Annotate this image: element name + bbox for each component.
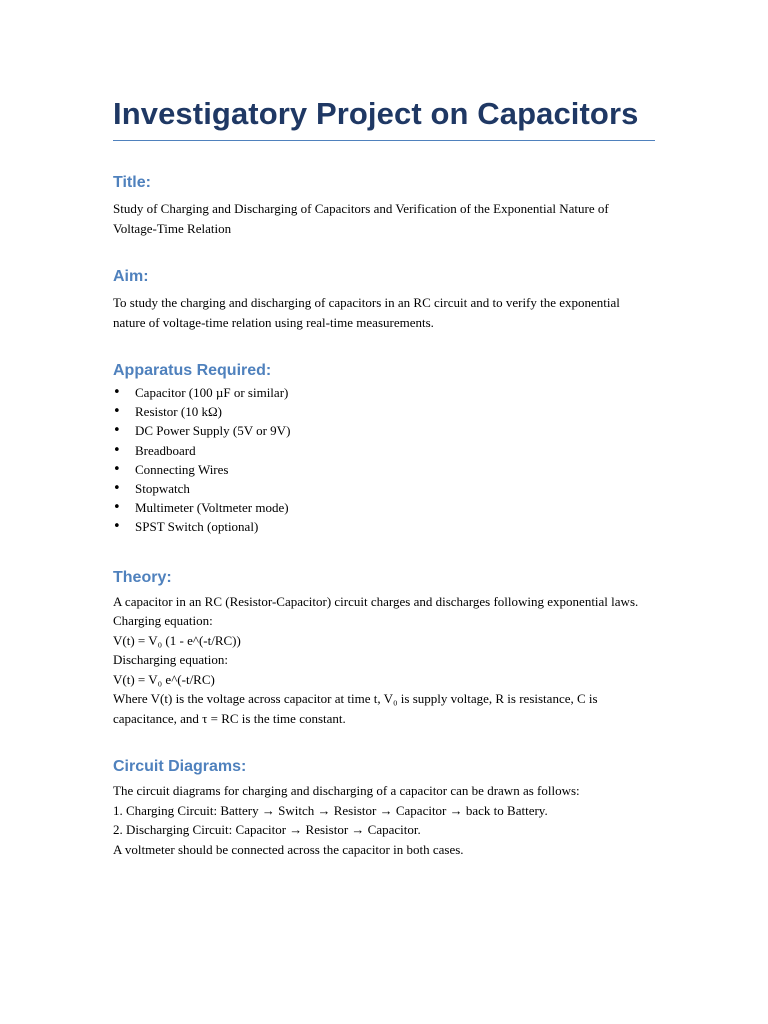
section-aim <box>113 267 655 332</box>
discharging-equation: V(t) = V₀ e^(-t/RC) <box>113 671 215 687</box>
list-item-text: Multimeter (Voltmeter mode) <box>135 500 289 516</box>
list-item-text: Resistor (10 kΩ) <box>135 404 222 420</box>
section-apparatus <box>113 361 655 537</box>
bullet-icon: • <box>113 442 121 458</box>
section-title <box>113 173 655 238</box>
theory-line: Discharging equation: <box>113 652 228 668</box>
section-heading-apparatus: Apparatus Required: <box>113 362 272 379</box>
list-item <box>113 383 655 402</box>
bullet-icon: • <box>113 385 121 400</box>
theory-line: A capacitor in an RC (Resistor-Capacitor) circuit charges and discharges following exponential laws. <box>113 593 639 609</box>
section-heading-aim: Aim: <box>113 268 149 285</box>
list-item-text: Capacitor (100 µF or similar) <box>135 385 289 400</box>
charging-equation: V(t) = V₀ (1 - e^(-t/RC)) <box>113 632 241 648</box>
circuit-line: 1. Charging Circuit: Battery → Switch → Resistor → Capacitor → back to Battery. <box>113 802 548 818</box>
bullet-icon: • <box>113 461 121 477</box>
theory-line: Charging equation: <box>113 613 213 629</box>
bullet-icon: • <box>113 423 121 439</box>
bullet-icon: • <box>113 519 121 535</box>
list-item <box>113 441 655 460</box>
section-body-title: Study of Charging and Discharging of Capacitors and Verification of the Exponential Nature of Voltage-Time Relation <box>113 201 609 236</box>
document-page <box>113 92 655 859</box>
section-body-aim: To study the charging and discharging of capacitors in an RC circuit and to verify the exponential nature of voltage-time relation using real-time measurements. <box>113 295 620 330</box>
list-item-text: Breadboard <box>135 442 196 458</box>
list-item <box>113 460 655 479</box>
circuit-line: The circuit diagrams for charging and discharging of a capacitor can be drawn as follows: <box>113 783 580 799</box>
list-item <box>113 498 655 517</box>
bullet-icon: • <box>113 500 121 516</box>
section-heading-theory: Theory: <box>113 568 172 586</box>
section-heading-circuit: Circuit Diagrams: <box>113 758 247 776</box>
bullet-icon: • <box>113 481 121 497</box>
list-item-text: Connecting Wires <box>135 461 229 477</box>
circuit-line: 2. Discharging Circuit: Capacitor → Resistor → Capacitor. <box>113 822 421 838</box>
list-item-text: DC Power Supply (5V or 9V) <box>135 423 291 439</box>
bullet-icon: • <box>113 404 121 420</box>
circuit-line: A voltmeter should be connected across the capacitor in both cases. <box>113 841 464 857</box>
section-heading-title: Title: <box>113 174 151 191</box>
list-item <box>113 479 655 498</box>
list-item <box>113 421 655 440</box>
section-theory <box>113 568 655 729</box>
list-item-text: Stopwatch <box>135 481 190 497</box>
apparatus-list <box>113 383 655 537</box>
list-item <box>113 517 655 536</box>
list-item <box>113 402 655 421</box>
theory-line: Where V(t) is the voltage across capacitor at time t, V₀ is supply voltage, R is resistance, C is capacitance, and τ = RC is the time constant. <box>113 691 598 726</box>
list-item-text: SPST Switch (optional) <box>135 519 259 535</box>
document-title: Investigatory Project on Capacitors <box>113 92 655 141</box>
section-circuit-diagrams <box>113 757 655 859</box>
